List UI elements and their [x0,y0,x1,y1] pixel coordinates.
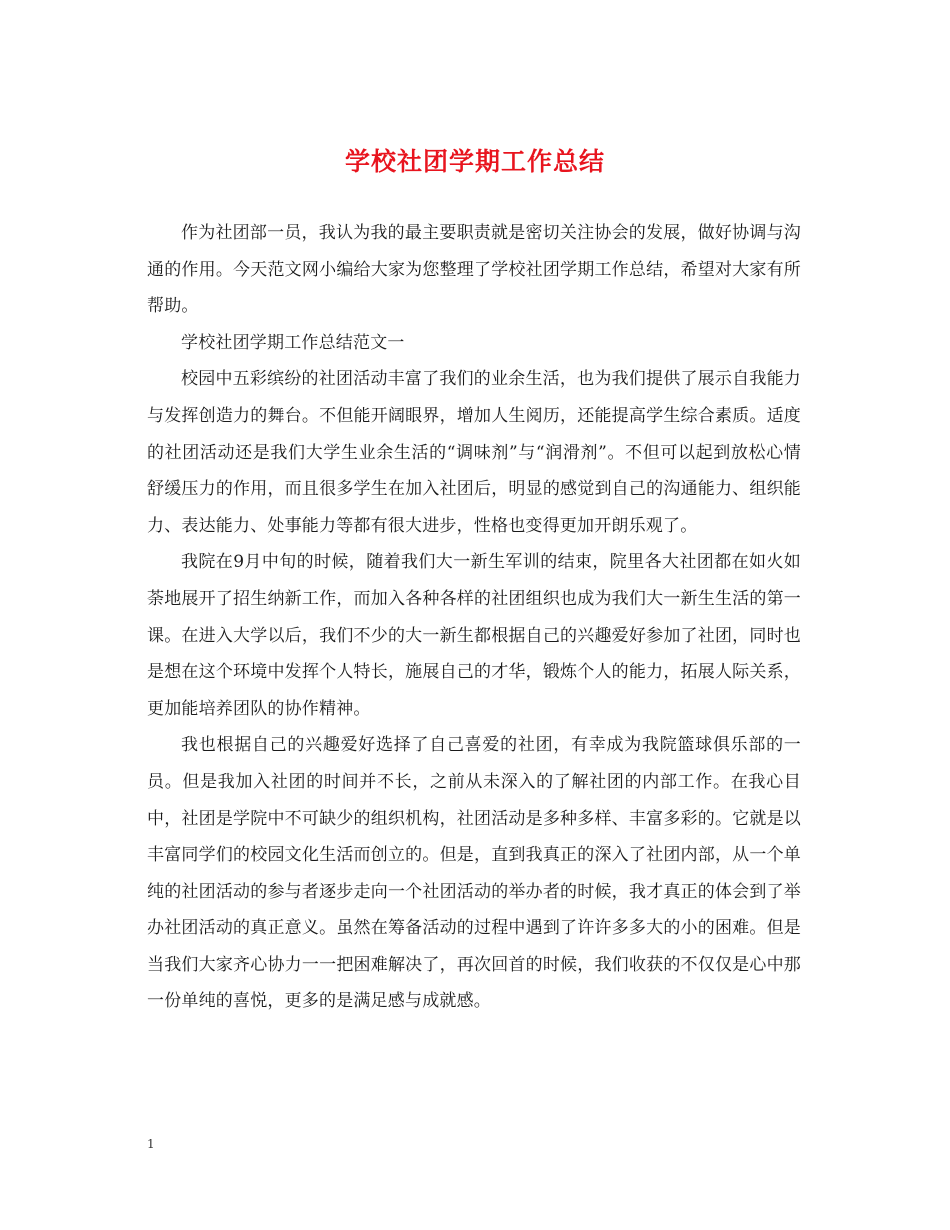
body-paragraph: 校园中五彩缤纷的社团活动丰富了我们的业余生活，也为我们提供了展示自我能力与发挥创造力的舞台。不但能开阔眼界，增加人生阅历，还能提高学生综合素质。适度的社团活动还是我们大学生业余生活的“调味剂”与“润滑剂”。不但可以起到放松心情舒缓压力的作用，而且很多学生在加入社团后，明显的感觉到自己的沟通能力、组织能力、表达能力、处事能力等都有很大进步，性格也变得更加开朗乐观了。 [147,369,801,536]
intro-paragraph: 作为社团部一员，我认为我的最主要职责就是密切关注协会的发展，做好协调与沟通的作用。今天范文网小编给大家为您整理了学校社团学期工作总结，希望对大家有所帮助。 [147,223,801,317]
page-number: 1 [147,1137,155,1151]
document-title: 学校社团学期工作总结 [344,147,605,176]
section-heading: 学校社团学期工作总结范文一 [181,332,405,353]
document-body [147,215,801,1020]
body-paragraph: 我院在9月中旬的时候，随着我们大一新生军训的结束，院里各大社团都在如火如荼地展开了招生纳新工作，而加入各种各样的社团组织也成为我们大一新生生活的第一课。在进入大学以后，我们不少的大一新生都根据自己的兴趣爱好参加了社团，同时也是想在这个环境中发挥个人特长，施展自己的才华，锻炼个人的能力，拓展人际关系，更加能培养团队的协作精神。 [147,552,801,719]
body-paragraph: 我也根据自己的兴趣爱好选择了自己喜爱的社团，有幸成为我院篮球俱乐部的一员。但是我加入社团的时间并不长，之前从未深入的了解社团的内部工作。在我心目中，社团是学院中不可缺少的组织机构，社团活动是多种多样、丰富多彩的。它就是以丰富同学们的校园文化生活而创立的。但是，直到我真正的深入了社团内部，从一个单纯的社团活动的参与者逐步走向一个社团活动的举办者的时候，我才真正的体会到了举办社团活动的真正意义。虽然在筹备活动的过程中遇到了许许多多大的小的困难。但是当我们大家齐心协力一一把困难解决了，再次回首的时候，我们收获的不仅仅是心中那一份单纯的喜悦，更多的是满足感与成就感。 [147,735,801,1012]
